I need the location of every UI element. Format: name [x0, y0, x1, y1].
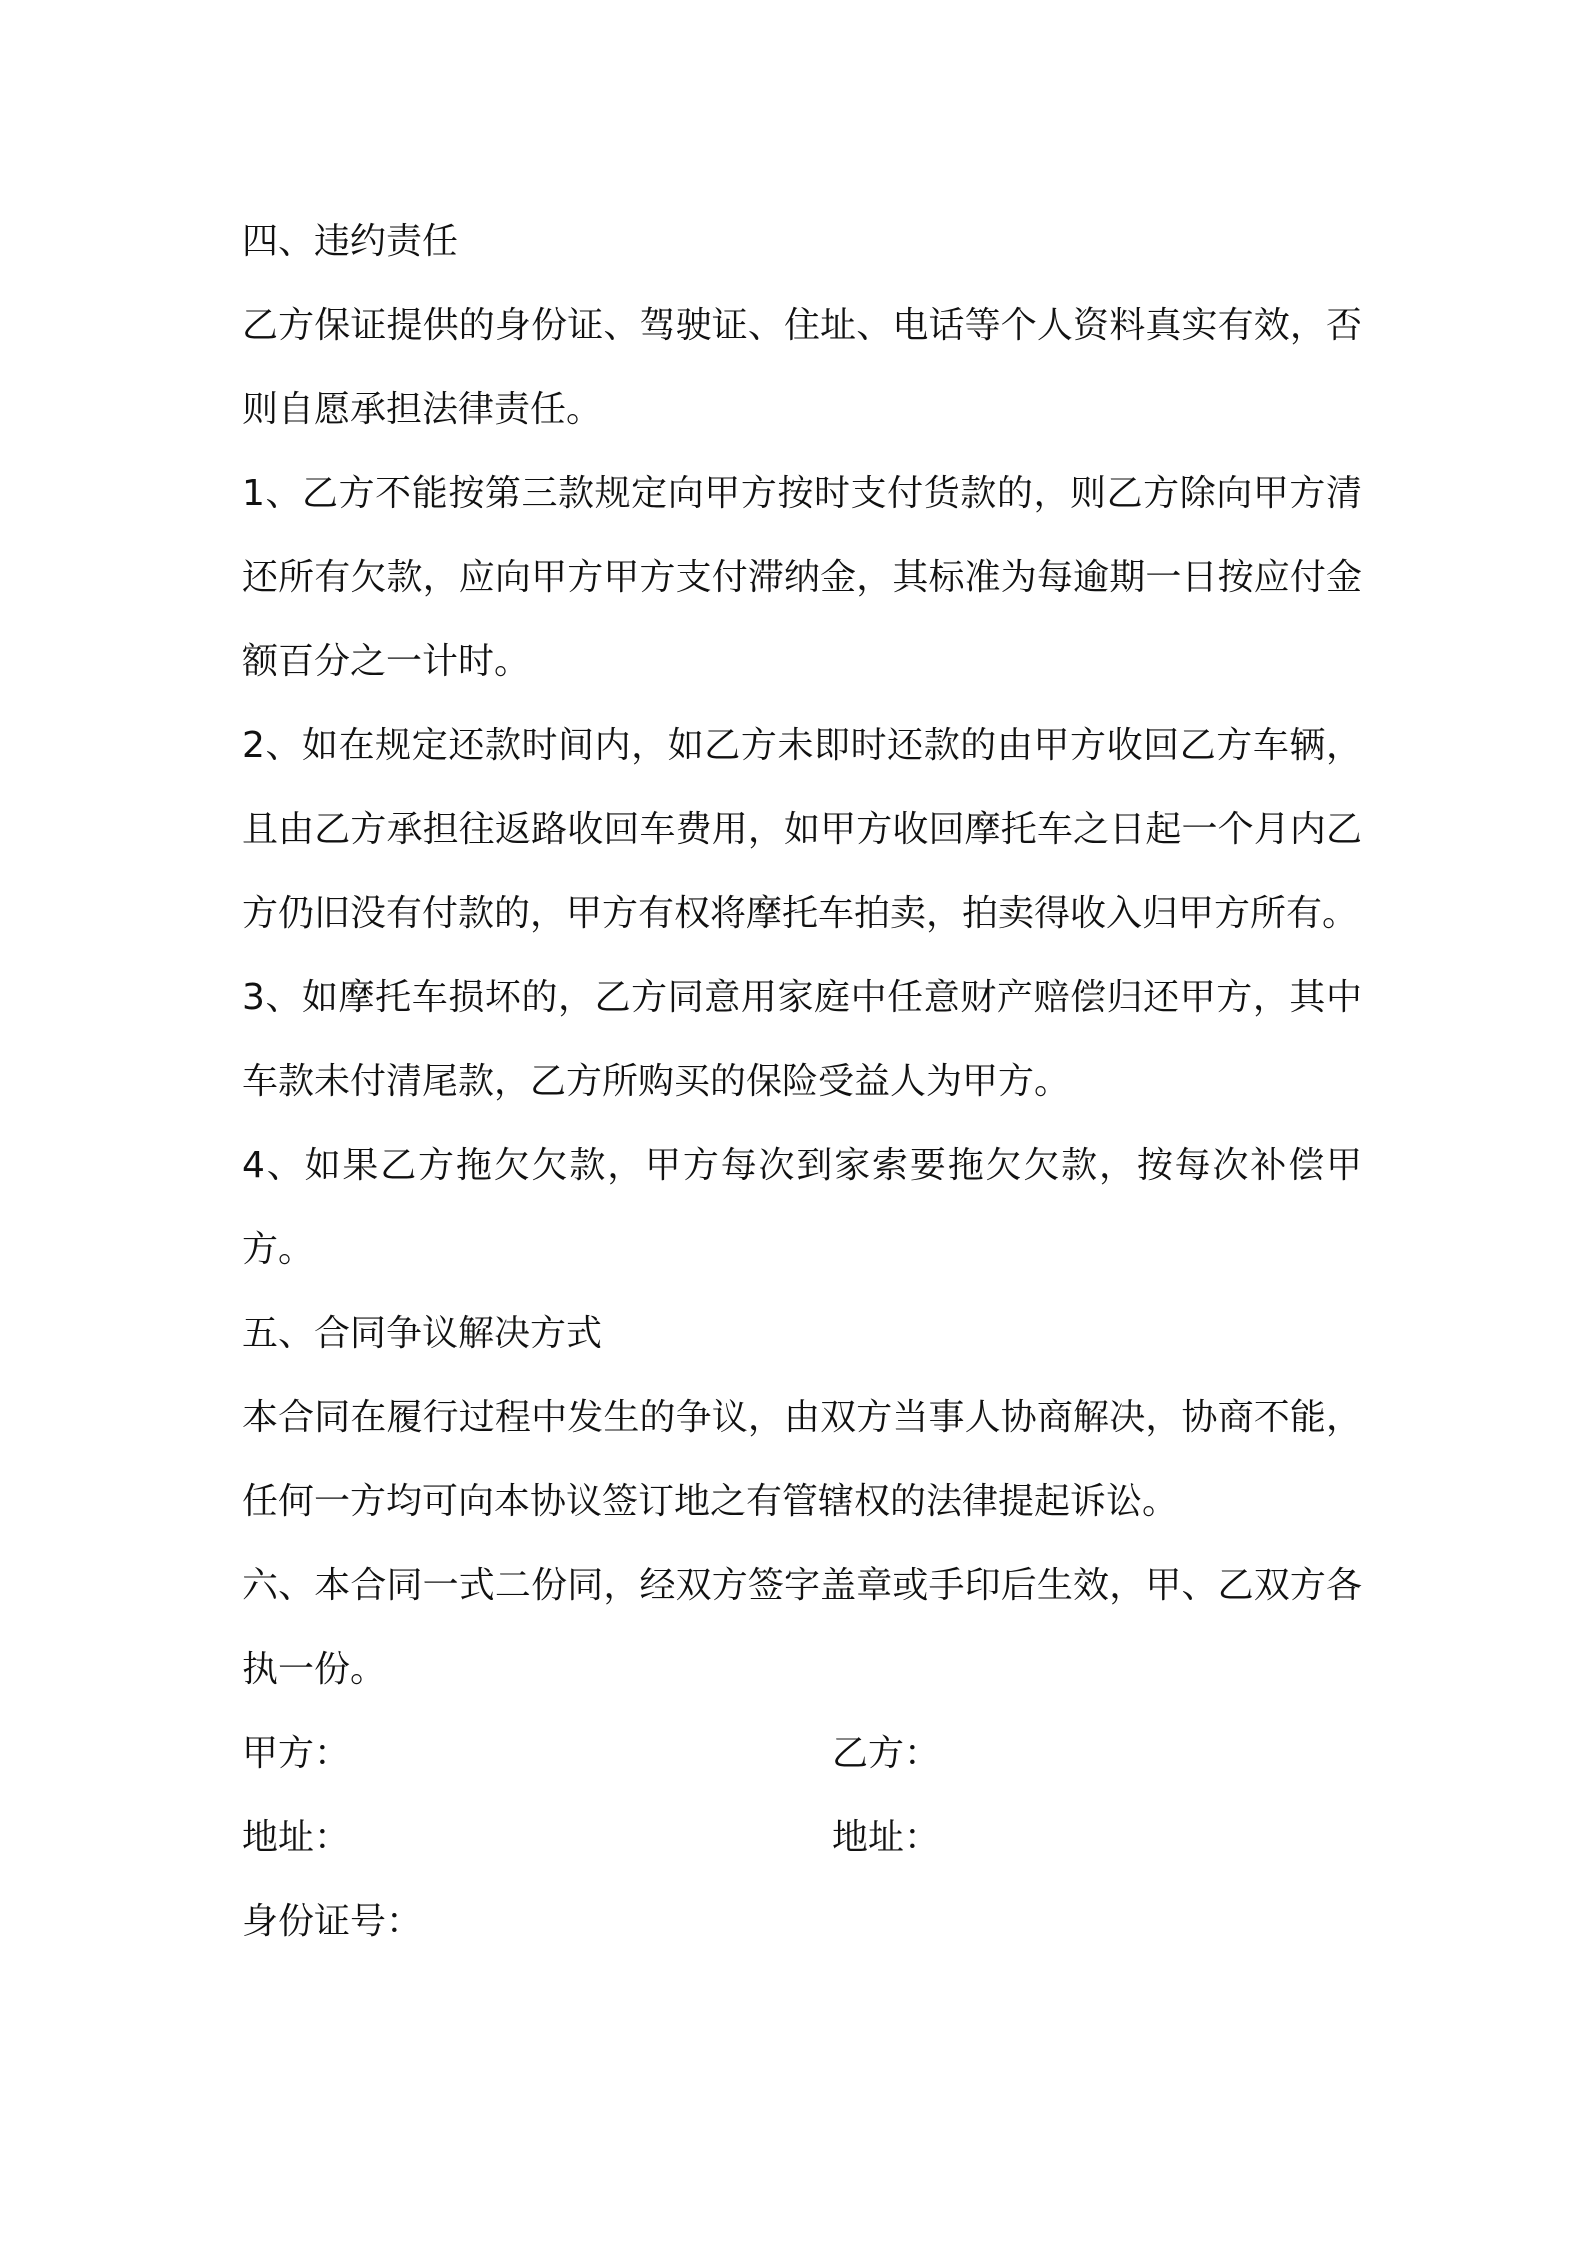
id-number-label: 身份证号：	[242, 1901, 423, 1942]
section-4-item-2: 2、如在规定还款时间内，如乙方未即时还款的由甲方收回乙方车辆，且由乙方承担往返路收回车费用，如甲方收回摩托车之日起一个月内乙方仍旧没有付款的，甲方有权将摩托车拍卖，拍卖得收入归甲方所有。	[242, 725, 1362, 934]
signature-row-id	[242, 1880, 1362, 1964]
section-5-heading: 五、合同争议解决方式	[242, 1313, 603, 1354]
section-6-body: 六、本合同一式二份同，经双方签字盖章或手印后生效，甲、乙双方各执一份。	[242, 1565, 1362, 1690]
signature-row-parties	[242, 1712, 1362, 1796]
address-b-label: 地址：	[832, 1817, 941, 1858]
section-4-item-3: 3、如摩托车损坏的，乙方同意用家庭中任意财产赔偿归还甲方，其中车款未付清尾款，乙方所购买的保险受益人为甲方。	[242, 977, 1362, 1102]
section-4-intro: 乙方保证提供的身份证、驾驶证、住址、电话等个人资料真实有效，否则自愿承担法律责任。	[242, 305, 1362, 430]
party-b-label: 乙方：	[832, 1733, 941, 1774]
section-4-item-1: 1、乙方不能按第三款规定向甲方按时支付货款的，则乙方除向甲方清还所有欠款，应向甲方甲方支付滞纳金，其标准为每逾期一日按应付金额百分之一计时。	[242, 473, 1362, 682]
section-4-item-4: 4、如果乙方拖欠欠款，甲方每次到家索要拖欠欠款，按每次补偿甲方。	[242, 1145, 1362, 1270]
signature-row-addresses	[242, 1796, 1362, 1880]
address-a-label: 地址：	[242, 1817, 351, 1858]
party-a-label: 甲方：	[242, 1733, 351, 1774]
section-5-body: 本合同在履行过程中发生的争议，由双方当事人协商解决，协商不能，任何一方均可向本协议签订地之有管辖权的法律提起诉讼。	[242, 1397, 1362, 1522]
document-body	[242, 200, 1362, 1964]
section-4-heading: 四、违约责任	[242, 221, 459, 262]
